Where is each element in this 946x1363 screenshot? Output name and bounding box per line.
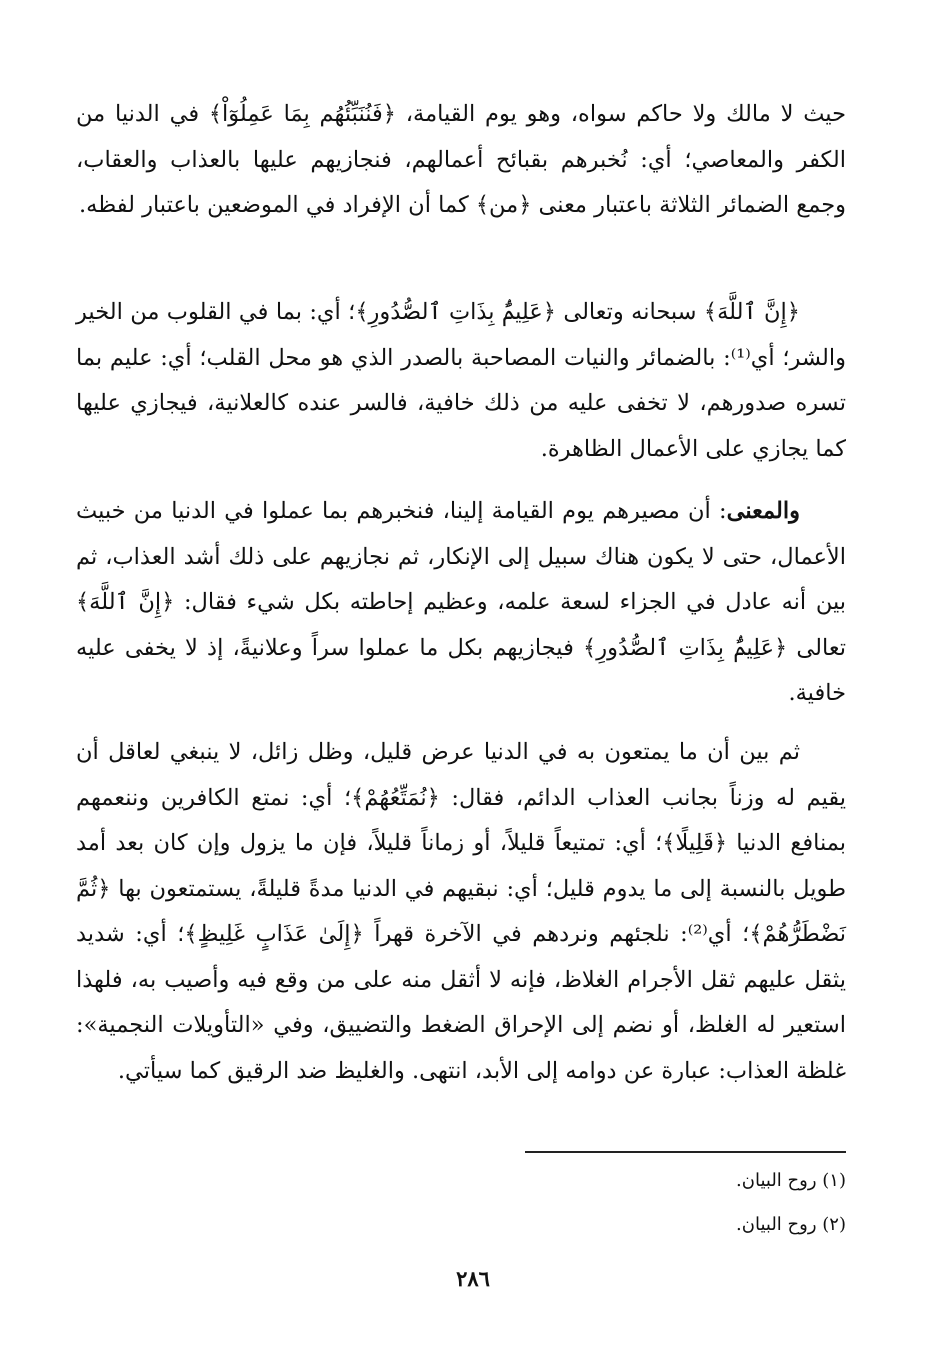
footnote-2 — [76, 1214, 846, 1235]
paragraph-indent — [800, 739, 846, 765]
paragraph-text: ثم بين أن ما يمتعون به في الدنيا عرض قليل، وظل زائل، لا ينبغي لعاقل أن يقيم له وزناً بجانب العذاب الدائم، فقال: ﴿نُمَتِّعُهُمْ﴾؛ أي: نمتع الكافرين وننعمهم بمنافع الدنيا ﴿قَلِيلًا﴾؛ أي: تمتيعاً قليلاً، أو زماناً قليلاً، فإن ما يزول وإن كان بعد أمد طويل بالنسبة إلى ما يدوم قليل؛ أي: نبقيهم في الدنيا مدةً قليلةً، يستمتعون بها ﴿ثُمَّ نَضْطَرُّهُمْ﴾؛ أي⁽²⁾: نلجئهم ونردهم في الآخرة قهراً ﴿إِلَىٰ عَذَابٍ غَلِيظٍ﴾؛ أي: شديد يثقل عليهم ثقل الأجرام الغلاظ، فإنه لا أثقل منه على من وقع فيه وأصيب به، فلهذا استعير له الغلظ، أو نضم إلى الإحراق الضغط والتضييق، وفي «التأويلات النجمية»: غلظة العذاب: عبارة عن دوامه إلى الأبد، انتهى. والغليظ ضد الرقيق كما سيأتي. — [76, 739, 847, 1084]
paragraph-lead-word: والمعنى — [726, 498, 800, 524]
paragraph-1 — [76, 92, 846, 229]
paragraph-4 — [76, 730, 846, 1094]
footnote-divider — [525, 1151, 846, 1153]
paragraph-3 — [76, 489, 846, 717]
footnote-marker: (١) — [822, 1170, 846, 1191]
paragraph-2 — [76, 290, 846, 472]
footnote-1 — [76, 1170, 846, 1191]
paragraph-text: ﴿إِنَّ ٱللَّهَ﴾ سبحانه وتعالى ﴿عَلِيمٌۢ بِذَاتِ ٱلصُّدُورِ﴾؛ أي: بما في القلوب من الخير والشر؛ أي⁽¹⁾: بالضمائر والنيات المصاحبة بالصدر الذي هو محل القلب؛ أي: عليم بما تسره صدورهم، لا تخفى عليه من ذلك خافية، فالسر عنده كالعلانية، فيجازي عليها كما يجازي على الأعمال الظاهرة. — [76, 299, 846, 462]
paragraph-indent — [800, 299, 846, 325]
footnote-text: روح البيان. — [736, 1214, 817, 1235]
footnote-marker: (٢) — [822, 1214, 846, 1235]
page-number: ٢٨٦ — [456, 1266, 490, 1291]
paragraph-indent — [800, 498, 846, 524]
footnote-text: روح البيان. — [736, 1170, 817, 1191]
paragraph-text: : أن مصيرهم يوم القيامة إلينا، فنخبرهم بما عملوا في الدنيا من خبيث الأعمال، حتى لا يكون هناك سبيل إلى الإنكار، ثم نجازيهم على ذلك أشد العذاب، ثم بين أنه عادل في الجزاء لسعة علمه، وعظيم إحاطته بكل شيء فقال: ﴿إِنَّ ٱللَّهَ﴾ تعالى ﴿عَلِيمٌۢ بِذَاتِ ٱلصُّدُورِ﴾ فيجازيهم بكل ما عملوا سراً وعلانيةً، إذ لا يخفى عليه خافية. — [76, 498, 846, 706]
paragraph-text: حيث لا مالك ولا حاكم سواه، وهو يوم القيامة، ﴿فَنُنَبِّئُهُم بِمَا عَمِلُوٓاْ﴾ في الدنيا من الكفر والمعاصي؛ أي: نُخبرهم بقبائح أعمالهم، فنجازيهم عليها بالعذاب والعقاب، وجمع الضمائر الثلاثة باعتبار معنى ﴿من﴾ كما أن الإفراد في الموضعين باعتبار لفظه. — [76, 101, 846, 218]
